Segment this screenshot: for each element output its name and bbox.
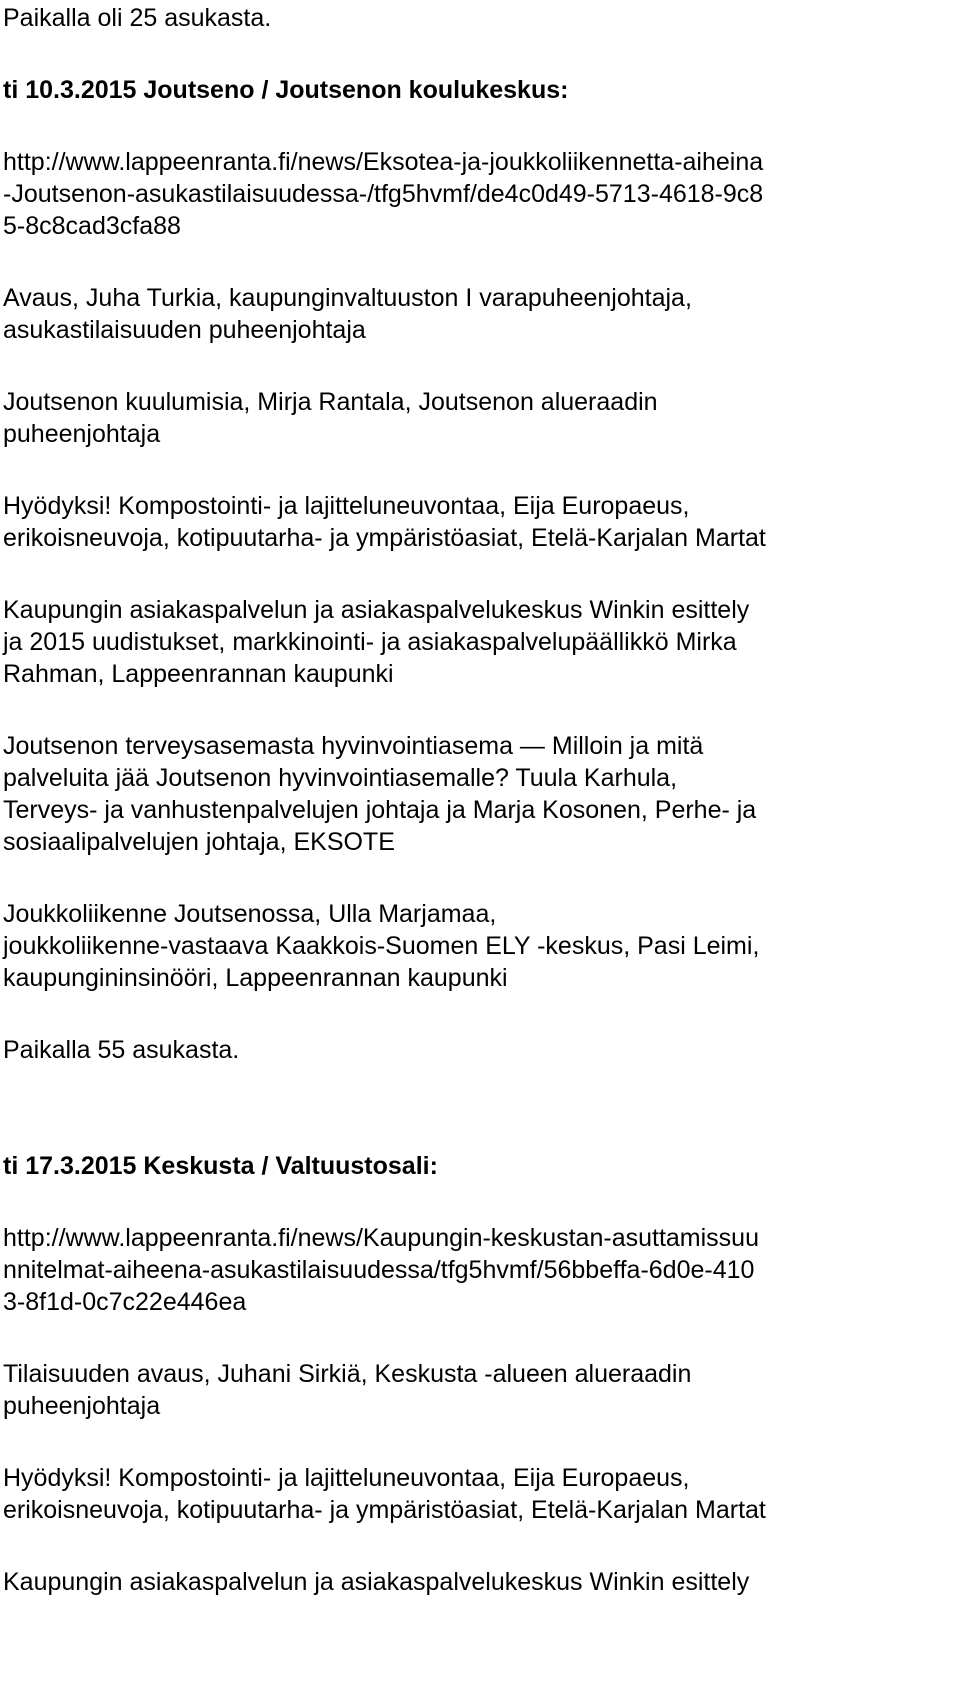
agenda-item-line: joukkoliikenne-vastaava Kaakkois-Suomen ELY -keskus, Pasi Leimi, — [3, 932, 760, 960]
news-url-line[interactable]: http://www.lappeenranta.fi/news/Kaupungin-keskustan-asuttamissuu — [3, 1224, 759, 1252]
document-page — [3, 0, 953, 1598]
news-url-line[interactable]: -Joutsenon-asukastilaisuudessa-/tfg5hvmf/de4c0d49-5713-4618-9c8 — [3, 180, 764, 208]
news-url-line[interactable]: nnitelmat-aiheena-asukastilaisuudessa/tfg5hvmf/56bbeffa-6d0e-410 — [3, 1256, 755, 1284]
agenda-item-line: Joutsenon terveysasemasta hyvinvointiasema — Milloin ja mitä — [3, 732, 704, 760]
agenda-item-line: erikoisneuvoja, kotipuutarha- ja ympäristöasiat, Etelä-Karjalan Martat — [3, 524, 766, 552]
agenda-item-line: Hyödyksi! Kompostointi- ja lajitteluneuvontaa, Eija Europaeus, — [3, 1464, 690, 1492]
agenda-item-line: erikoisneuvoja, kotipuutarha- ja ympäristöasiat, Etelä-Karjalan Martat — [3, 1496, 766, 1524]
agenda-item-line: Kaupungin asiakaspalvelun ja asiakaspalvelukeskus Winkin esittely — [3, 1568, 750, 1596]
agenda-item-line: ja 2015 uudistukset, markkinointi- ja asiakaspalvelupäällikkö Mirka — [3, 628, 737, 656]
agenda-item-line: Rahman, Lappeenrannan kaupunki — [3, 660, 394, 688]
agenda-item-line: Kaupungin asiakaspalvelun ja asiakaspalvelukeskus Winkin esittely — [3, 596, 750, 624]
agenda-item-line: Joukkoliikenne Joutsenossa, Ulla Marjamaa, — [3, 900, 497, 928]
agenda-item-line: palveluita jää Joutsenon hyvinvointiasemalle? Tuula Karhula, — [3, 764, 678, 792]
agenda-item-line: sosiaalipalvelujen johtaja, EKSOTE — [3, 828, 395, 856]
agenda-item-line: Tilaisuuden avaus, Juhani Sirkiä, Keskusta -alueen alueraadin — [3, 1360, 692, 1388]
agenda-item-line: asukastilaisuuden puheenjohtaja — [3, 316, 366, 344]
attendance-text: Paikalla oli 25 asukasta. — [3, 4, 272, 32]
agenda-item-line: Terveys- ja vanhustenpalvelujen johtaja ja Marja Kosonen, Perhe- ja — [3, 796, 757, 824]
agenda-item-line: kaupungininsinööri, Lappeenrannan kaupunki — [3, 964, 508, 992]
agenda-item-line: puheenjohtaja — [3, 1392, 161, 1420]
agenda-item-line: Hyödyksi! Kompostointi- ja lajitteluneuvontaa, Eija Europaeus, — [3, 492, 690, 520]
event-heading-joutseno: ti 10.3.2015 Joutseno / Joutsenon koulukeskus: — [3, 76, 569, 104]
agenda-item-line: puheenjohtaja — [3, 420, 161, 448]
attendance-text: Paikalla 55 asukasta. — [3, 1036, 240, 1064]
event-heading-keskusta: ti 17.3.2015 Keskusta / Valtuustosali: — [3, 1152, 438, 1180]
agenda-item-line: Joutsenon kuulumisia, Mirja Rantala, Joutsenon alueraadin — [3, 388, 658, 416]
agenda-item-line: Avaus, Juha Turkia, kaupunginvaltuuston I varapuheenjohtaja, — [3, 284, 692, 312]
news-url-line[interactable]: http://www.lappeenranta.fi/news/Eksotea-ja-joukkoliikennetta-aiheina — [3, 148, 764, 176]
news-url-line[interactable]: 5-8c8cad3cfa88 — [3, 212, 181, 240]
news-url-line[interactable]: 3-8f1d-0c7c22e446ea — [3, 1288, 247, 1316]
